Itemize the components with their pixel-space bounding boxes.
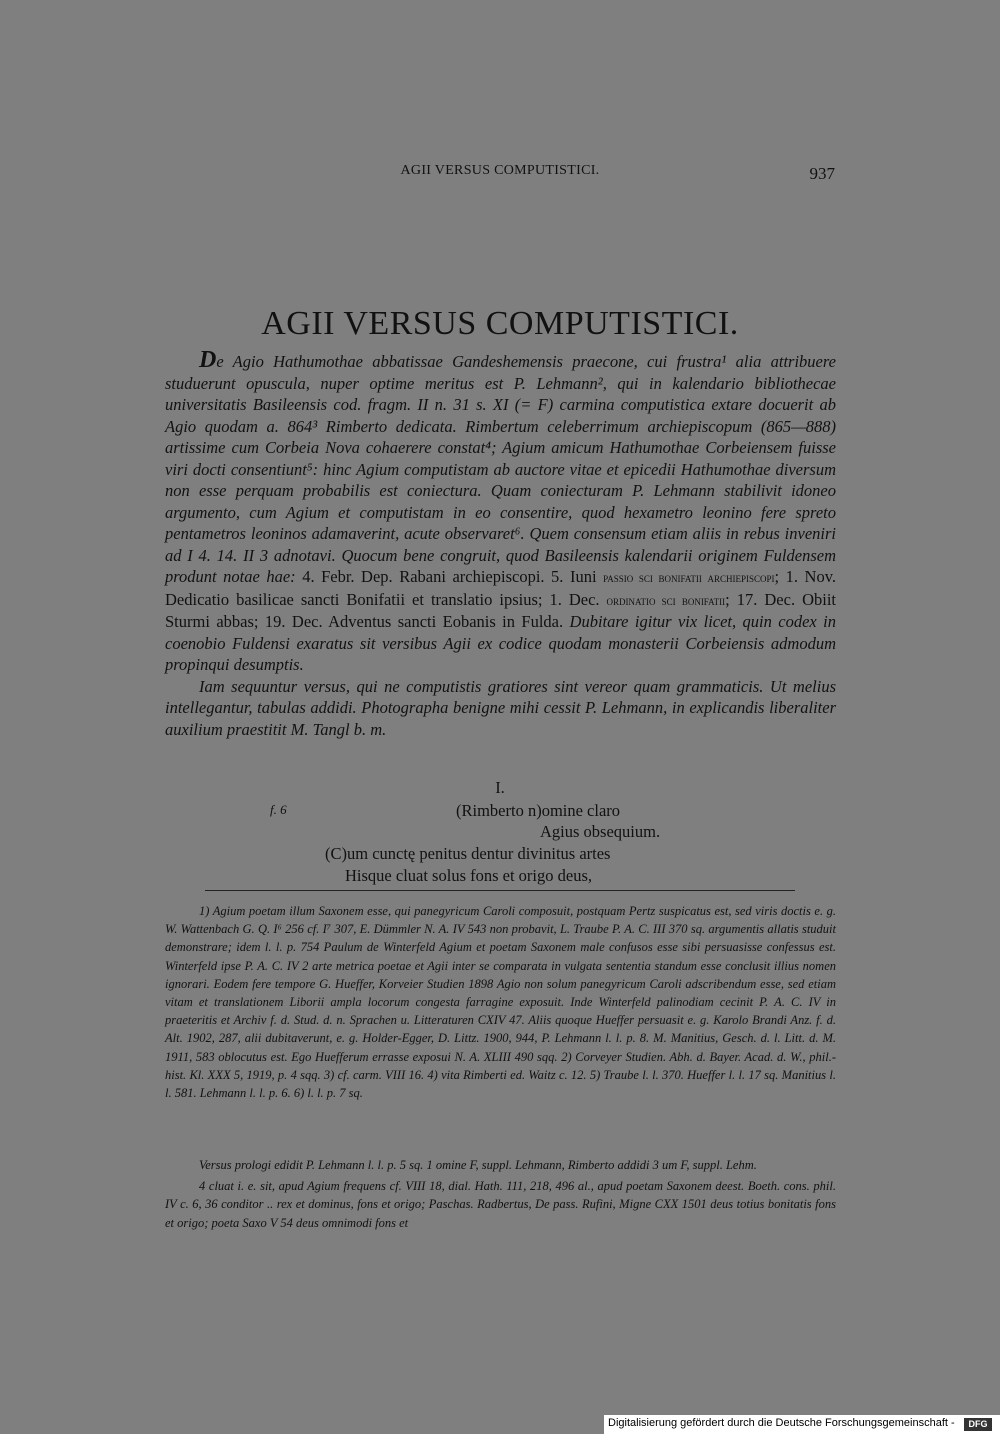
page-title: AGII VERSUS COMPUTISTICI. [261,305,739,342]
running-title: AGII VERSUS COMPUTISTICI. [400,163,600,178]
verse-line: (C)um cunctę penitus dentur divinitus artes [325,844,611,863]
verse-line: (Rimberto n)omine claro [456,801,621,820]
footnote-text: 1) Agium poetam illum Saxonem esse, qui panegyricum Caroli composuit, postquam Pertz suspicatus est, sed viris doctis e. g. W. Wattenbach G. Q. I⁶ 256 cf. I⁷ 307, E. Dümmler N. A. IV 543 non probavit, L. Traube P. A. C. III 370 sq. argumentis allatis studuit demonstrare; idem l. l. p. 754 Paulum de Winterfeld Agium et poetam Saxonem male confusos esse sibi persuasisse confessus est. Winterfeld ipse P. A. C. IV 2 arte metrica poetae et Agii inter se comparata in vulgata sententia standum esse conclusit illius nomen ignorari. Eodem fere tempore G. Hueffer, Korveier Studien 1898 Agio non solum panegyricum Caroli adscribendum esse, sed etiam vitam et translationem Liborii ampla locorum congesta farragine exposuit. Inde Winterfeld palinodiam cecinit P. A. C. IV in praeteritis et Archiv f. d. Stud. d. n. Sprachen u. Litteraturen CXIV 47. Aliis quoque Hueffer persuasit e. g. Karolo Brandi Anz. f. d. Alt. 1902, 287, alii dubitaverunt, e. g. Holder-Egger, D. Littz. 1900, 944, P. Lehmann l. l. p. 8. M. Manitius, Gesch. d. l. Litt. d. M. 1911, 583 oblocutus est. Ego Huefferum errasse exposui N. A. XLIII 490 sqq. 2) Corveyer Studien. Abh. d. Bayer. Acad. d. W., phil.-hist. Kl. XXX 5, 1919, p. 4 sqq. 3) cf. carm. VIII 16. 4) vita Rimberti ed. Waitz c. 12. 5) Traube l. l. 370. Hueffer l. l. 17 sq. Manitius l. l. 581. Lehmann l. l. p. 6. 6) l. l. p. 7 sq. [165,904,836,1101]
critical-apparatus [165,1156,836,1235]
verse-line: Agius obsequium. [540,822,661,841]
intro-text [165,347,836,740]
footnotes [165,902,836,1102]
dfg-logo: DFG [964,1418,992,1431]
page-number: 937 [809,164,835,183]
apparatus-line: 4 cluat i. e. sit, apud Agium frequens cf. VIII 18, dial. Hath. 111, 218, 496 al., apud poetam Saxonem deest. Boeth. cons. phil. IV c. 6, 36 conditor .. rex et dominus, fons et origo; Paschas. Radbertus, De pass. Rufini, Migne CXX 1501 deus totius bonitatis fons et origo; poeta Saxo V 54 deus omnimodi fons et [165,1179,836,1230]
verse-line: Hisque cluat solus fons et origo deus, [345,866,593,885]
intro-paragraph-1: De Agio Hathumothae abbatissae Gandeshemensis praecone, cui frustra¹ alia attribuere studuerunt opuscula, nuper optime meritus est P. Lehmann², qui in kalendario bibliothecae universitatis Basileensis cod. fragm. II n. 31 s. XI (= F) carmina computistica extare docuerit ab Agio quodam a. 864³ Rimberto dedicata. Rimbertum celeberrimum archiepiscopum (865—888) artissime cum Corbeia Nova cohaerere constat⁴; Agium amicum Hathumothae Corbeiensem fuisse viri docti consentiunt⁵: hinc Agium computistam ab auctore vitae et epicedii Hathumothae diversum non esse perquam probabilis est coniectura. Quam coniecturam P. Lehmann stabilivit idoneo argumento, cum Agium et computistam in eo consentire, quod hexametro leonino fere spreto pentametros leoninos adamaverint, acute observaret⁶. Quem consensum etiam aliis in rebus inveniri ad I 4. 14. II 3 adnotavi. Quocum bene congruit, quod Basileensis kalendarii originem Fuldensem produnt notae hae: 4. Febr. Dep. Rabani archiepiscopi. 5. Iuni passio sci bonifatii archiepiscopi; 1. Nov. Dedicatio basilicae sancti Bonifatii et translatio ipsius; 1. Dec. ordinatio sci bonifatii; 17. Dec. Obiit Sturmi abbas; 19. Dec. Adventus sancti Eobanis in Fulda. Dubitare igitur vix licet, quin codex in coenobio Fuldensi exaratus sit versibus Agii ex codice quodam monasterii Corbeiensis admodum propinqui desumptis. [165,347,836,674]
intro-paragraph-2: Iam sequuntur versus, qui ne computistis gratiores sint vereor quam grammaticis. Ut melius intellegantur, tabulas addidi. Photographa benigne mihi cessit P. Lehmann, in explicandis liberaliter auxilium praestitit M. Tangl b. m. [165,676,836,739]
footer-credit: Digitalisierung gefördert durch die Deutsche Forschungsgemeinschaft - [608,1417,955,1429]
apparatus-line: Versus prologi edidit P. Lehmann l. l. p. 5 sq. 1 omine F, suppl. Lehmann, Rimberto addidi 3 um F, suppl. Lehm. [199,1158,757,1172]
drop-cap: D [199,347,217,373]
margin-note: f. 6 [270,802,287,817]
section-number: I. [495,778,505,797]
footnote-divider [205,890,795,891]
